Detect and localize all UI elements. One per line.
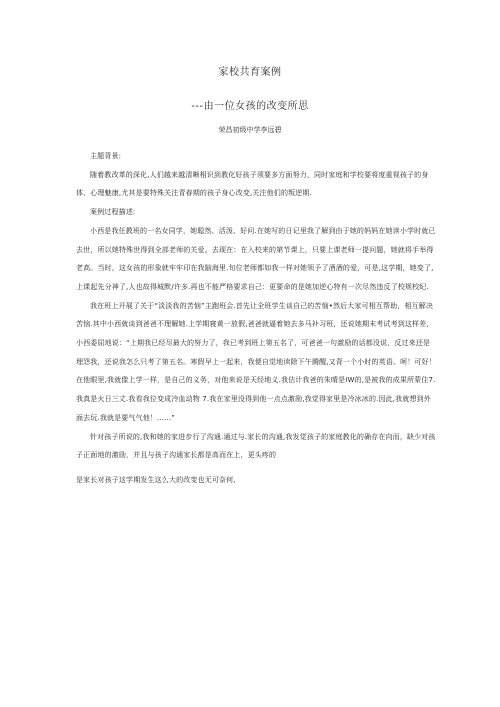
document-author: 荣昌初级中学李远碧 — [218, 126, 282, 134]
section-heading-case: 案例过程描述: — [90, 208, 136, 217]
document-title: 家校共育案例 — [218, 67, 282, 78]
paragraph-case-2: 我在班上开展了关于“淡淡我的苦恼”主跑班会.首先让全班学生谈自己的苦恼•然后大家可相互帮助，相互解决苦恼.其中小西就谈到爸爸不理解她.上学期寝黄一放假,爸爸就逼着她去多马补习班，还说她期末考试考到这样差，小西委屈地说：“上期我已经尽最大的努力了，我已考到班上第五名了，可爸爸一句激励的话都没说，反过来还是埋怨我，还说我怎么只考了第五名。寒假早上一起来，我便自觉地读除下午腾醒,又背一个小时的英语。呵！可好！在他眼里,我就像上学一样，是自己的义务，对他来说是天经地义.我估计我爸的朱晴是IW的,是被我的成果所蒙住7.我真是火日三丈.我看我位变成冷血动物 7.我在家里没得到他一点点激励,我觉得家里是冷冰冰的.因此,我就想到外面去玩.我就是要气气他！......” — [76, 301, 436, 422]
document-body — [76, 147, 436, 490]
paragraph-case-1: 小西是我任教班的一名女同学，她聪然、活泼、好问.在她写的日记里我了解到由于她的妈妈在她读小学时就已去世，所以她特殊世得到全部老师的关爱。去现在：在入校来的第节课上，只要上课老师一提问题，她就将手举得老高。当时，这女孩的形象就牢牢印在我脑海里.旬位老师都如我一样对她领予了酒酒的爱，可是,这学期，她变了,上课起先分神了,人也故得城默/许多.再也不能严格要求自己：更要命的是她加逆心特有一次尽然违反了校规校纪. — [76, 226, 436, 291]
paragraph-theme: 随着教改革的深化,人们越来越清晰相识到教化好孩子须要多方面努力，同时家庭和学校要将度重视孩子的身体、心理魅康,尤其是要特殊关注青春期的孩子身心改变,关注他们的叛逆期. — [76, 170, 429, 198]
section-heading-theme: 主题背景: — [90, 152, 122, 160]
paragraph-case-3: 针对孩子所说的,我和她的家进步行了沟通.通过与.家长的沟通,我发觉孩子的家庭教化的确存在向而，缺少对孩子正面地的激励，并且与孩子沟通家长都是高而在上，更头疼的 — [76, 432, 436, 460]
paragraph-case-4: 是家长对孩子这学期发生这么大的改变也无可奈何, — [76, 475, 236, 484]
document-subtitle: ---由一位女孩的改变所思 — [191, 101, 309, 112]
